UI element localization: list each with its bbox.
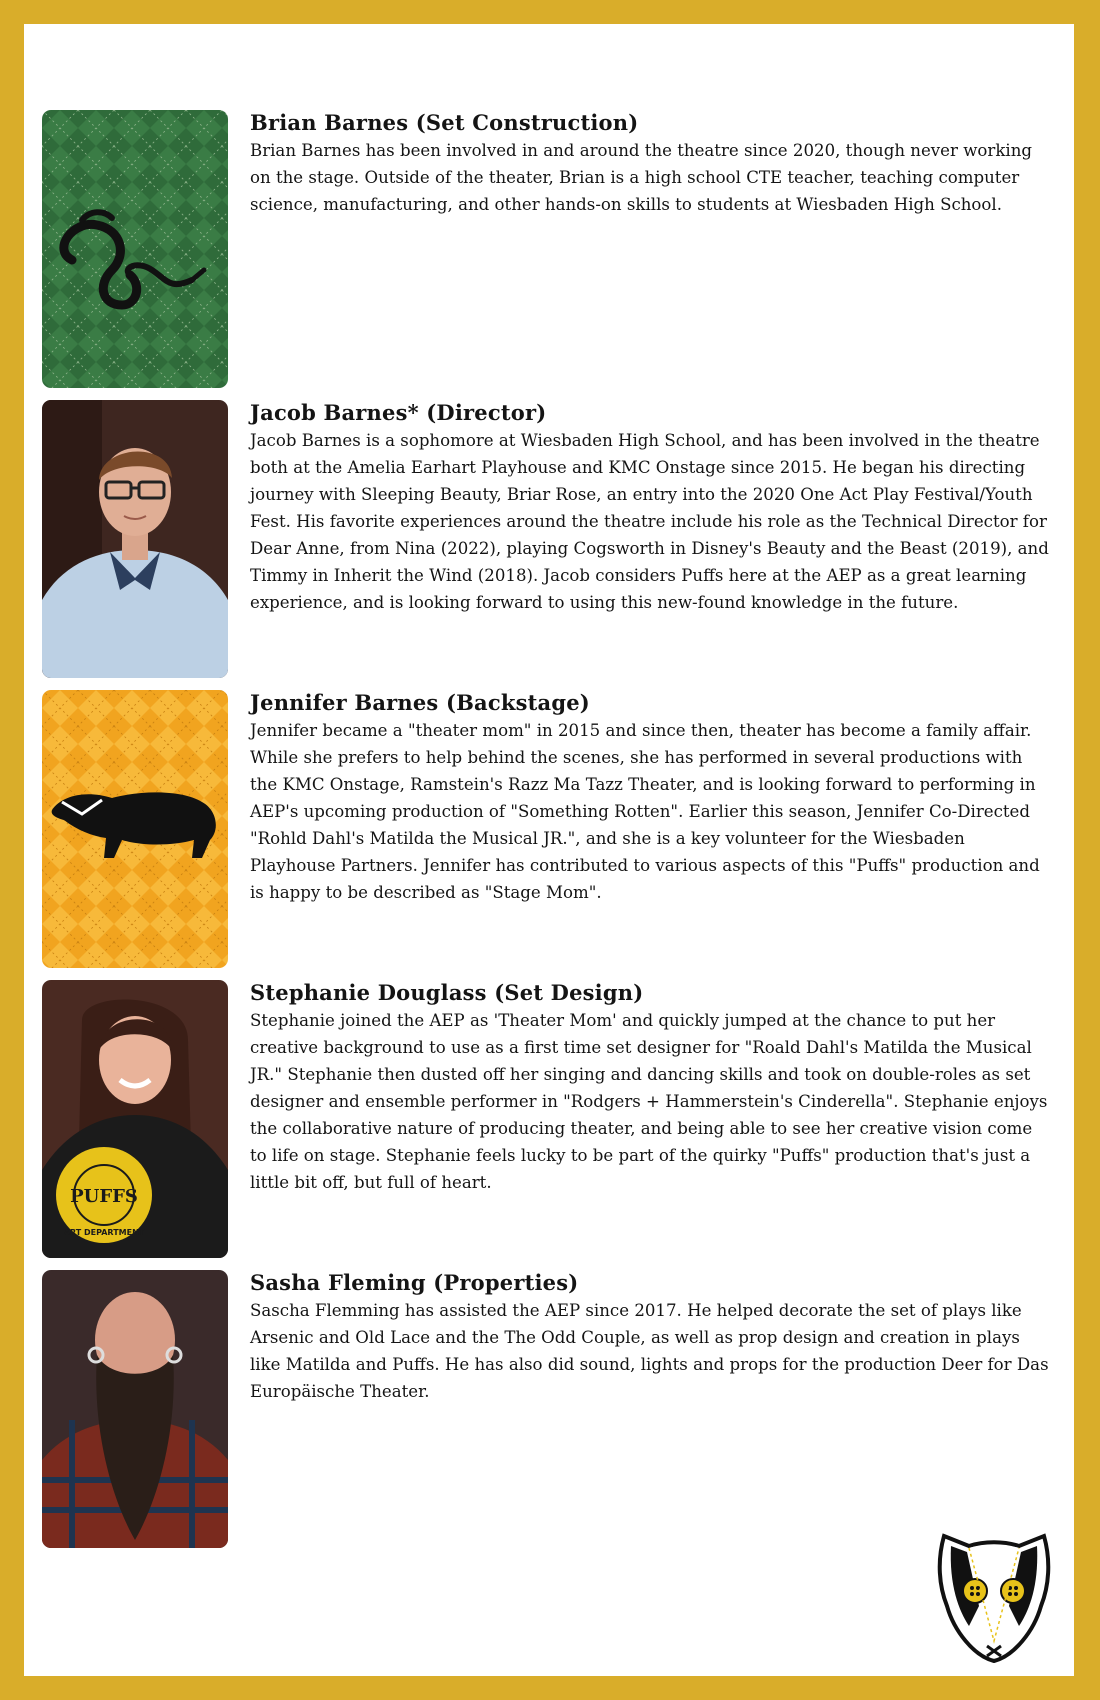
shirt-puffs-text: PUFFS [70,1186,138,1207]
shirt-ring-text: ART DEPARTMENT [63,1228,145,1237]
member-name: Sasha Fleming (Properties) [250,1270,579,1295]
member-bio: Jennifer became a "theater mom" in 2015 and since then, theater has become a family affair. While she prefers to help behind the scenes, she has performed in several productions with the KMC Onstage, Ramstein's Razz Ma Tazz Theater, and is looking forward to performing in AEP's upcoming production of "Something Rotten". Earlier this season, Jennifer Co-Directed "Rohld Dahl's Matilda the Musical JR.", and she is a key volunteer for the Wiesbaden Playhouse Partners. Jennifer has contributed to various aspects of this "Puffs" production and is happy to be described as "Stage Mom". [250,721,1040,902]
slytherin-card [42,110,228,388]
program-page [24,24,1074,1676]
bio-text-block [250,110,1050,218]
member-name: Brian Barnes (Set Construction) [250,110,639,135]
badger-mascot-icon [929,1516,1059,1666]
puffs-shirt-logo [56,1147,152,1243]
member-name: Jacob Barnes* (Director) [250,400,547,425]
bio-text-block [250,400,1050,616]
portrait-photo-sasha [42,1270,228,1548]
member-bio: Stephanie joined the AEP as 'Theater Mom' and quickly jumped at the chance to put her creative background to use as a first time set designer for "Roald Dahl's Matilda the Musical JR." Stephanie then dusted off her singing and dancing skills and took on double-roles as set designer and ensemble performer in "Rodgers + Hammerstein's Cinderella". Stephanie enjoys the collaborative nature of producing theater, and being able to see her creative vision come to life on stage. Stephanie feels lucky to be part of the quirky "Puffs" production that's just a little bit off, but full of heart. [250,1011,1048,1192]
member-bio: Brian Barnes has been involved in and around the theatre since 2020, though never working on the stage. Outside of the theater, Brian is a high school CTE teacher, teaching computer science, manufacturing, and other hands-on skills to students at Wiesbaden High School. [250,141,1033,214]
hufflepuff-card [42,690,228,968]
portrait-photo-stephanie [42,980,228,1258]
bio-text-block [250,980,1050,1196]
member-bio: Jacob Barnes is a sophomore at Wiesbaden High School, and has been involved in the theatre both at the Amelia Earhart Playhouse and KMC Onstage since 2015. He began his directing journey with Sleeping Beauty, Briar Rose, an entry into the 2020 One Act Play Festival/Youth Fest. His favorite experiences around the theatre include his role as the Technical Director for Dear Anne, from Nina (2022), playing Cogsworth in Disney's Beauty and the Beast (2019), and Timmy in Inherit the Wind (2018). Jacob considers Puffs here at the AEP as a great learning experience, and is looking forward to using this new-found knowledge in the future. [250,431,1049,612]
member-name: Stephanie Douglass (Set Design) [250,980,644,1005]
portrait-photo-jacob [42,400,228,678]
member-name: Jennifer Barnes (Backstage) [250,690,590,715]
member-bio: Sascha Flemming has assisted the AEP since 2017. He helped decorate the set of plays like Arsenic and Old Lace and the The Odd Couple, as well as prop design and creation in plays like Matilda and Puffs. He has also did sound, lights and props for the production Deer for Das Europäische Theater. [250,1301,1049,1401]
bio-text-block [250,690,1050,906]
bio-text-block [250,1270,1050,1405]
